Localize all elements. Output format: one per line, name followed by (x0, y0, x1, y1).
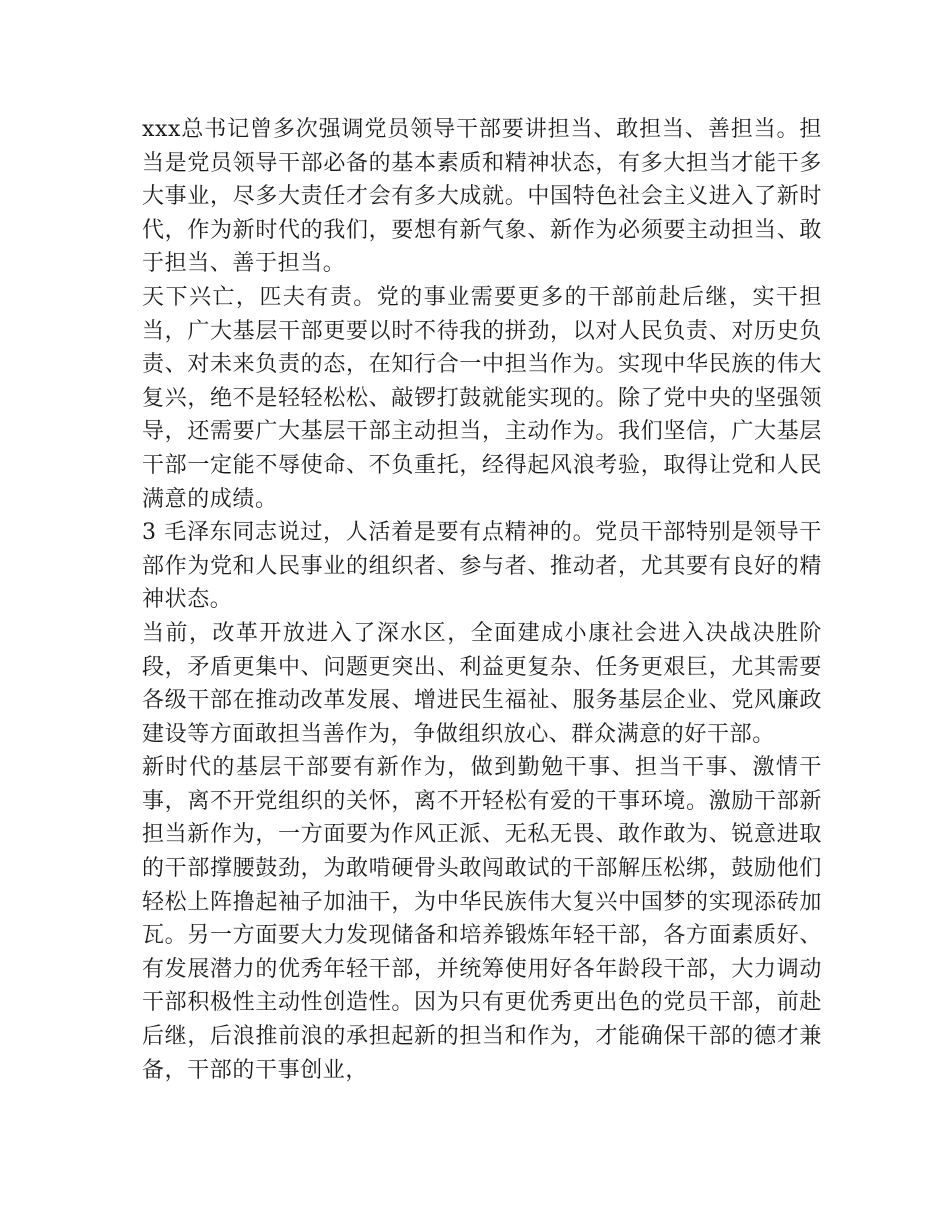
paragraph-4: 当前，改革开放进入了深水区，全面建成小康社会进入决战决胜阶段，矛盾更集中、问题更突出、利益更复杂、任务更艰巨，尤其需要各级干部在推动改革发展、增进民生福祉、服务基层企业、党风廉政建设等方面敢担当善作为，争做组织放心、群众满意的好干部。 (142, 620, 822, 747)
paragraph-1: xxx总书记曾多次强调党员领导干部要讲担当、敢担当、善担当。担当是党员领导干部必备的基本素质和精神状态，有多大担当才能干多大事业，尽多大责任才会有多大成就。中国特色社会主义进入了新时代，作为新时代的我们，要想有新气象、新作为必须要主动担当、敢于担当、善于担当。 (142, 117, 822, 277)
paragraph-2: 天下兴亡，匹夫有责。党的事业需要更多的干部前赴后继，实干担当，广大基层干部更要以时不待我的拼劲，以对人民负责、对历史负责、对未来负责的态，在知行合一中担当作为。实现中华民族的伟大复兴，绝不是轻轻松松、敲锣打鼓就能实现的。除了党中央的坚强领导，还需要广大基层干部主动担当，主动作为。我们坚信，广大基层干部一定能不辱使命、不负重托，经得起风浪考验，取得让党和人民满意的成绩。 (142, 284, 822, 512)
document-body (142, 113, 822, 1087)
paragraph-5: 新时代的基层干部要有新作为，做到勤勉干事、担当干事、激情干事，离不开党组织的关怀，离不开轻松有爱的干事环境。激励干部新担当新作为，一方面要为作风正派、无私无畏、敢作敢为、锐意进取的干部撑腰鼓劲，为敢啃硬骨头敢闯敢试的干部解压松绑，鼓励他们轻松上阵撸起袖子加油干，为中华民族伟大复兴中国梦的实现添砖加瓦。另一方面要大力发现储备和培养锻炼年轻干部，各方面素质好、有发展潜力的优秀年轻干部，并统筹使用好各年龄段干部，大力调动干部积极性主动性创造性。因为只有更优秀更出色的党员干部，前赴后继，后浪推前浪的承担起新的担当和作为，才能确保干部的德才兼备，干部的干事创业， (142, 755, 822, 1083)
paragraph-3: 3 毛泽东同志说过，人活着是要有点精神的。党员干部特别是领导干部作为党和人民事业的组织者、参与者、推动者，尤其要有良好的精神状态。 (142, 520, 822, 613)
